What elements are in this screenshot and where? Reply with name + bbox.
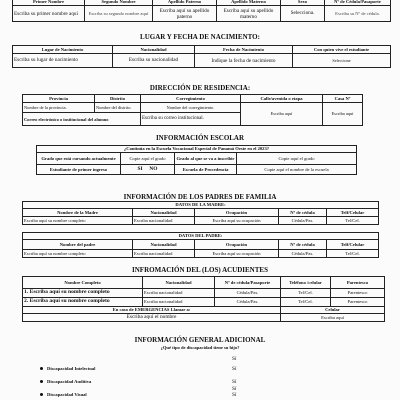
list-item [40, 379, 91, 384]
casa-field[interactable]: Escriba aquí [323, 103, 363, 126]
header-telefono-acudiente: Teléfono /celular [281, 277, 331, 289]
disability-auditory-label: Discapacidad Auditiva [47, 379, 92, 384]
header-cedula-padre: Nº de cédula [279, 240, 327, 250]
father-table [22, 232, 379, 258]
mother-nationality-field[interactable]: Escriba nacionalidad [133, 217, 195, 225]
answer-extra-2[interactable]: Sí [232, 386, 237, 392]
procedencia-label: Escuela de Procedencia [175, 165, 237, 175]
header-nombre-madre: Nombre de la Madre [23, 209, 133, 217]
apellido-materno-field[interactable]: Escriba aquí su apellido materno [217, 6, 281, 22]
primer-nombre-field[interactable]: Escriba su primer nombre aquí [13, 6, 85, 22]
header-nombre-padre: Nombre del padre [23, 240, 133, 250]
continua-question: ¿Continúa en la Escuela Vocacional Especial de Panamá Oeste en el 2023? [37, 146, 357, 153]
guardian-2-phone-field[interactable]: Tel/Cel. [281, 298, 331, 307]
residence-table [22, 94, 363, 126]
header-provincia: Provincia [23, 95, 95, 103]
disability-question: ¿Qué tipo de discapacidad tiene su hijo? [160, 345, 240, 350]
header-sexo: Sexo [281, 0, 325, 6]
bullet-icon [40, 393, 43, 396]
father-occupation-field[interactable]: Escriba aquí su ocupación [195, 250, 279, 258]
cedula-field[interactable]: Escriba su Nº de cédula. [325, 6, 391, 22]
additional-section-title: INFORMACIÓN GENERAL ADICIONAL [134, 336, 266, 344]
header-telefono-padre: Telf/Celular [327, 240, 379, 250]
school-section-title: INFORMACIÓN ESCOLAR [155, 134, 245, 142]
si-option[interactable]: SI [137, 165, 143, 172]
list-item [40, 392, 87, 397]
guardian-2-nationality-field[interactable]: Escriba nacionalidad [143, 298, 215, 307]
header-telefono-madre: Telf/Celular [327, 209, 379, 217]
table-row [23, 289, 385, 298]
segundo-nombre-field[interactable]: Escriba su segundo nombre aquí [85, 6, 153, 22]
header-nacionalidad-madre: Nacionalidad [133, 209, 195, 217]
sexo-select[interactable]: Selecciona. [281, 6, 325, 22]
guardian-2-cedula-field[interactable]: Cédula/Pas. [215, 298, 281, 307]
student-name-table [12, 0, 391, 22]
guardian-1-parentesco-field[interactable]: Parentesco [331, 289, 385, 298]
list-item [40, 366, 95, 371]
answer-extra-1[interactable]: Sí [232, 356, 237, 362]
father-name-field[interactable]: Escriba aquí su nombre completo [23, 250, 133, 258]
header-segundo-nombre: Segundo Nombre [85, 0, 153, 6]
header-nombre-acudiente: Nombre Completo [23, 277, 143, 289]
emergency-name-field[interactable]: Escriba aquí el nombre [23, 314, 281, 322]
school-table [36, 145, 357, 175]
nacionalidad-field[interactable]: Escriba su nacionalidad [113, 54, 195, 68]
guardians-table [22, 276, 385, 322]
parents-section-title: INFORMACIÓN DE LOS PADRES DE FAMILIA [123, 193, 277, 201]
father-title: DATOS DEL PADRE: [23, 233, 379, 240]
table-row [23, 298, 385, 307]
header-vive-con: Con quien vive el estudiante [293, 46, 391, 54]
mother-phone-field[interactable]: Tel/Cel. [327, 217, 379, 225]
emergency-phone-field[interactable]: Escriba aquí [281, 314, 385, 322]
bullet-icon [40, 367, 43, 370]
header-cedula-madre: Nº de cédula [279, 209, 327, 217]
father-phone-field[interactable]: Tel/Cel. [327, 250, 379, 258]
header-distrito: Distrito [95, 95, 141, 103]
header-primer-nombre: Primer Nombre [13, 0, 85, 6]
email-label: Correo electrónico o institucional del alumno [23, 113, 141, 126]
primer-ingreso-si[interactable] [121, 165, 175, 175]
header-nacionalidad: Nacionalidad [113, 46, 195, 54]
father-cedula-field[interactable]: Cédula/Pas. [279, 250, 327, 258]
header-corregimiento: Corregimiento [141, 95, 241, 103]
disability-auditory-answer[interactable]: Sí [232, 379, 237, 385]
birth-table [12, 45, 391, 68]
guardian-1-name-field[interactable]: 1. Escriba aquí su nombre completo [23, 289, 143, 298]
header-fecha-nacimiento: Fecha de Nacimiento [195, 46, 293, 54]
cursando-field[interactable]: Copie aquí el grado [121, 153, 175, 165]
mother-occupation-field[interactable]: Escriba aquí su ocupación [195, 217, 279, 225]
disability-visual-label: Discapacidad Visual [47, 392, 87, 397]
procedencia-field[interactable]: Copie aquí el nombre de la escuela [237, 165, 357, 175]
guardian-1-nationality-field[interactable]: Escriba nacionalidad [143, 289, 215, 298]
cursando-label: Grado que está cursando actualmente [37, 153, 121, 165]
vive-con-select[interactable]: Seleccione [293, 54, 391, 68]
header-apellido-paterno: Apellido Paterno [153, 0, 217, 6]
disability-visual-answer[interactable]: Sí [232, 392, 237, 398]
header-calle: Calle/avenida o etapa [241, 95, 323, 103]
header-parentesco-acudiente: Parentesco [331, 277, 385, 289]
no-option[interactable]: NO [149, 165, 158, 172]
header-cedula-acudiente: Nº de cédula/Pasaporte [215, 277, 281, 289]
ira-field[interactable]: Copie aquí el grado [237, 153, 357, 165]
guardian-2-name-field[interactable]: 2. Escriba aquí su nombre completo [23, 298, 143, 307]
mother-cedula-field[interactable]: Cédula/Pas. [279, 217, 327, 225]
guardian-1-cedula-field[interactable]: Cédula/Pas. [215, 289, 281, 298]
header-cedula: Nº de Cédula/Pasaporte [325, 0, 391, 6]
header-lugar-nacimiento: Lugar de Nacimiento [13, 46, 113, 54]
corregimiento-field[interactable]: Nombre del corregimiento. [141, 103, 241, 113]
father-nationality-field[interactable]: Escriba nacionalidad [133, 250, 195, 258]
primer-ingreso-label: Estudiante de primer ingreso [37, 165, 121, 175]
header-casa: Casa Nº [323, 95, 363, 103]
email-field[interactable]: Escriba su correo institucional. [141, 113, 241, 126]
header-apellido-materno: Apellido Materno [217, 0, 281, 6]
mother-table [22, 201, 379, 225]
birth-section-title: LUGAR Y FECHA DE NACIMIENTO: [140, 33, 260, 41]
cellular-label: Celular [281, 307, 385, 314]
header-ocupacion-madre: Ocupación [195, 209, 279, 217]
apellido-paterno-field[interactable]: Escriba aquí su apellido paterno [153, 6, 217, 22]
disability-intellectual-answer[interactable]: Sí [232, 366, 237, 372]
ira-label: Grado al que se va a inscribir [175, 153, 237, 165]
fecha-nacimiento-field[interactable]: Indique la fecha de nacimiento [195, 54, 293, 68]
calle-field[interactable]: Escriba aquí [241, 103, 323, 126]
residence-section-title: DIRECCIÓN DE RESIDENCIA: [149, 84, 251, 92]
guardians-section-title: INFROMACIÓN DEL (LOS) ACUDIENTES [132, 266, 268, 274]
mother-name-field[interactable]: Escriba aquí su nombre completo [23, 217, 133, 225]
disability-intellectual-label: Discapacidad Intelectual [47, 366, 96, 371]
header-ocupacion-padre: Ocupación [195, 240, 279, 250]
distrito-field[interactable]: Nombre del distrito. [95, 103, 141, 113]
guardian-1-phone-field[interactable]: Tel/Cel. [281, 289, 331, 298]
lugar-nacimiento-field[interactable]: Escriba su lugar de nacimiento [13, 54, 113, 68]
mother-title: DATOS DE LA MADRE: [23, 202, 379, 209]
emergency-label: En caso de EMERGENCIAS Llamar a: [23, 307, 281, 314]
provincia-field[interactable]: Nombre de la provincia. [23, 103, 95, 113]
header-nacionalidad-acudiente: Nacionalidad [143, 277, 215, 289]
bullet-icon [40, 380, 43, 383]
guardian-2-parentesco-field[interactable]: Parentesco [331, 298, 385, 307]
header-nacionalidad-padre: Nacionalidad [133, 240, 195, 250]
